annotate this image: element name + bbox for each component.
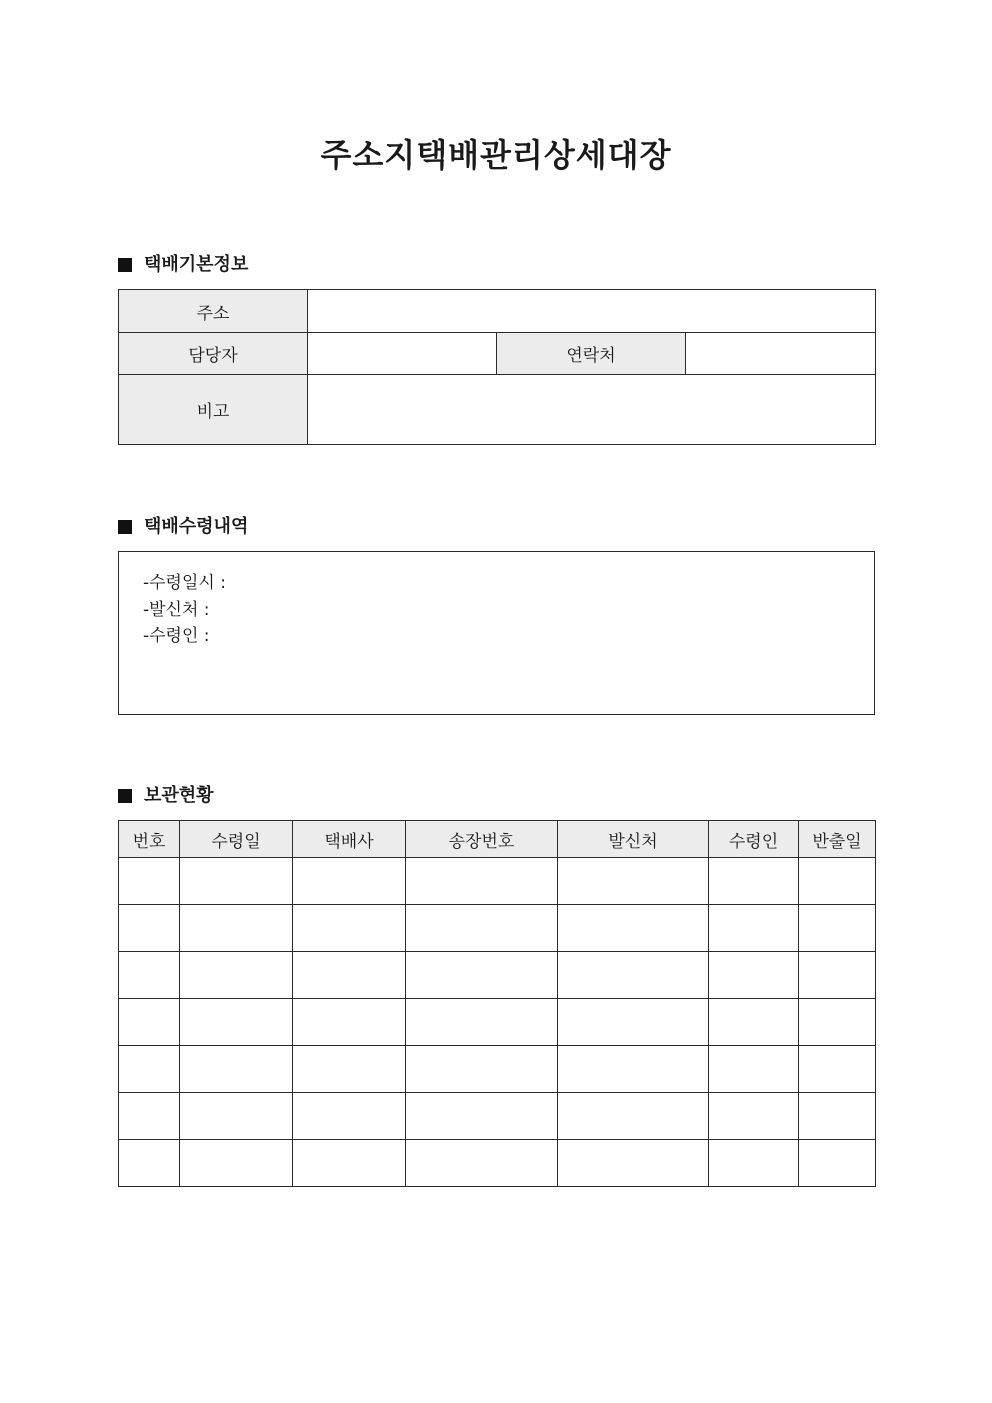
- table-cell[interactable]: [180, 999, 293, 1046]
- table-row: [119, 905, 876, 952]
- note-row: [119, 375, 876, 445]
- table-cell[interactable]: [180, 1093, 293, 1140]
- section-heading-basic-label: 택배기본정보: [144, 254, 249, 275]
- table-cell[interactable]: [406, 952, 558, 999]
- manager-field[interactable]: [308, 333, 497, 375]
- table-cell[interactable]: [799, 1093, 876, 1140]
- square-bullet-icon: [118, 258, 132, 272]
- table-cell[interactable]: [119, 952, 180, 999]
- table-row: [119, 952, 876, 999]
- table-cell[interactable]: [558, 999, 709, 1046]
- page-title: 주소지택배관리상세대장: [320, 136, 672, 174]
- table-cell[interactable]: [799, 1140, 876, 1187]
- table-cell[interactable]: [799, 858, 876, 905]
- section-heading-storage-label: 보관현황: [144, 785, 214, 806]
- table-cell[interactable]: [406, 1046, 558, 1093]
- table-cell[interactable]: [293, 858, 406, 905]
- receipt-recipient-line: -수령인 :: [143, 626, 210, 646]
- table-cell[interactable]: [406, 1093, 558, 1140]
- table-cell[interactable]: [709, 952, 799, 999]
- table-cell[interactable]: [799, 999, 876, 1046]
- table-cell[interactable]: [558, 1046, 709, 1093]
- contact-field[interactable]: [686, 333, 876, 375]
- basic-info-table: [118, 289, 876, 445]
- table-cell[interactable]: [293, 1046, 406, 1093]
- section-heading-receipt: [118, 515, 248, 539]
- table-cell[interactable]: [558, 858, 709, 905]
- column-header-release-date: 반출일: [799, 821, 876, 858]
- table-row: [119, 1093, 876, 1140]
- table-cell[interactable]: [293, 905, 406, 952]
- table-row: [119, 1046, 876, 1093]
- storage-header-row: [119, 821, 876, 858]
- table-cell[interactable]: [799, 905, 876, 952]
- table-cell[interactable]: [119, 858, 180, 905]
- table-cell[interactable]: [799, 952, 876, 999]
- table-cell[interactable]: [180, 905, 293, 952]
- table-row: [119, 858, 876, 905]
- receipt-datetime-line: -수령일시 :: [143, 573, 226, 593]
- table-cell[interactable]: [709, 1046, 799, 1093]
- column-header-sender: 발신처: [558, 821, 709, 858]
- table-cell[interactable]: [406, 905, 558, 952]
- address-label: 주소: [119, 290, 308, 333]
- receipt-sender-line: -발신처 :: [143, 600, 210, 620]
- table-cell[interactable]: [119, 999, 180, 1046]
- manager-label: 담당자: [119, 333, 308, 375]
- manager-row: [119, 333, 876, 375]
- table-row: [119, 999, 876, 1046]
- table-cell[interactable]: [799, 1046, 876, 1093]
- table-cell[interactable]: [406, 858, 558, 905]
- note-label: 비고: [119, 375, 308, 445]
- table-cell[interactable]: [709, 905, 799, 952]
- table-cell[interactable]: [293, 952, 406, 999]
- table-cell[interactable]: [119, 1093, 180, 1140]
- table-cell[interactable]: [180, 1140, 293, 1187]
- column-header-courier: 택배사: [293, 821, 406, 858]
- section-heading-storage: [118, 784, 214, 808]
- table-cell[interactable]: [119, 1140, 180, 1187]
- table-cell[interactable]: [180, 1046, 293, 1093]
- table-cell[interactable]: [709, 1140, 799, 1187]
- storage-table: [118, 820, 876, 1187]
- table-cell[interactable]: [406, 1140, 558, 1187]
- table-cell[interactable]: [293, 999, 406, 1046]
- square-bullet-icon: [118, 789, 132, 803]
- table-cell[interactable]: [558, 1140, 709, 1187]
- table-cell[interactable]: [119, 1046, 180, 1093]
- table-cell[interactable]: [406, 999, 558, 1046]
- column-header-recipient: 수령인: [709, 821, 799, 858]
- table-cell[interactable]: [180, 952, 293, 999]
- table-cell[interactable]: [119, 905, 180, 952]
- receipt-box[interactable]: [118, 551, 875, 715]
- table-cell[interactable]: [709, 858, 799, 905]
- contact-label: 연락처: [497, 333, 686, 375]
- address-field[interactable]: [308, 290, 876, 333]
- column-header-tracking-number: 송장번호: [406, 821, 558, 858]
- table-cell[interactable]: [180, 858, 293, 905]
- table-cell[interactable]: [558, 952, 709, 999]
- table-cell[interactable]: [293, 1093, 406, 1140]
- address-row: [119, 290, 876, 333]
- table-cell[interactable]: [558, 905, 709, 952]
- table-cell[interactable]: [558, 1093, 709, 1140]
- section-heading-basic: [118, 253, 248, 277]
- table-cell[interactable]: [293, 1140, 406, 1187]
- table-cell[interactable]: [709, 999, 799, 1046]
- column-header-number: 번호: [119, 821, 180, 858]
- table-cell[interactable]: [709, 1093, 799, 1140]
- column-header-received-date: 수령일: [180, 821, 293, 858]
- section-heading-receipt-label: 택배수령내역: [144, 516, 249, 537]
- table-row: [119, 1140, 876, 1187]
- square-bullet-icon: [118, 520, 132, 534]
- note-field[interactable]: [308, 375, 876, 445]
